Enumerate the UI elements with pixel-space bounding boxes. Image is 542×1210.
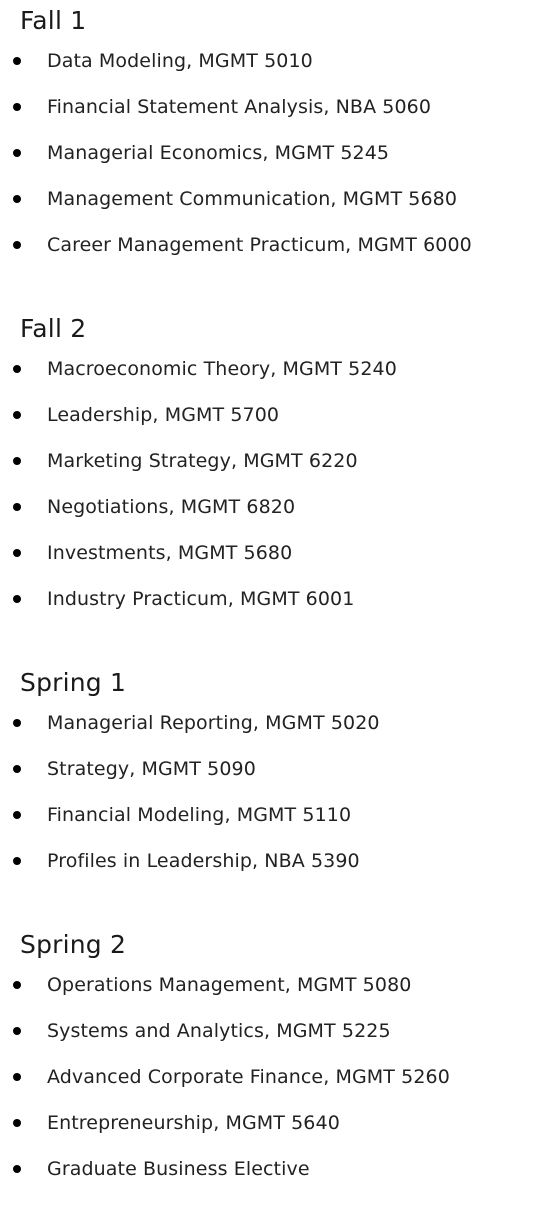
bullet-icon xyxy=(13,549,21,557)
course-label: Leadership, MGMT 5700 xyxy=(47,404,280,426)
course-list xyxy=(0,46,542,276)
course-item xyxy=(0,230,542,276)
course-item xyxy=(0,708,542,754)
semester-heading: Fall 1 xyxy=(20,6,87,35)
course-item xyxy=(0,1154,542,1200)
course-list xyxy=(0,708,542,892)
course-item xyxy=(0,92,542,138)
bullet-icon xyxy=(13,1073,21,1081)
bullet-icon xyxy=(13,811,21,819)
semester-heading: Spring 2 xyxy=(20,930,127,959)
course-item xyxy=(0,354,542,400)
bullet-icon xyxy=(13,57,21,65)
bullet-icon xyxy=(13,241,21,249)
course-item xyxy=(0,1108,542,1154)
course-label: Macroeconomic Theory, MGMT 5240 xyxy=(47,358,397,380)
course-label: Managerial Reporting, MGMT 5020 xyxy=(47,712,380,734)
course-label: Marketing Strategy, MGMT 6220 xyxy=(47,450,358,472)
bullet-icon xyxy=(13,103,21,111)
bullet-icon xyxy=(13,457,21,465)
course-label: Negotiations, MGMT 6820 xyxy=(47,496,296,518)
course-label: Systems and Analytics, MGMT 5225 xyxy=(47,1020,391,1042)
course-label: Graduate Business Elective xyxy=(47,1158,310,1180)
bullet-icon xyxy=(13,411,21,419)
course-label: Operations Management, MGMT 5080 xyxy=(47,974,412,996)
course-list xyxy=(0,970,542,1200)
course-label: Management Communication, MGMT 5680 xyxy=(47,188,458,210)
course-item xyxy=(0,538,542,584)
course-item xyxy=(0,584,542,630)
course-label: Financial Statement Analysis, NBA 5060 xyxy=(47,96,432,118)
course-label: Financial Modeling, MGMT 5110 xyxy=(47,804,352,826)
course-label: Data Modeling, MGMT 5010 xyxy=(47,50,313,72)
course-label: Entrepreneurship, MGMT 5640 xyxy=(47,1112,340,1134)
bullet-icon xyxy=(13,503,21,511)
course-item xyxy=(0,492,542,538)
semester-heading: Spring 1 xyxy=(20,668,127,697)
bullet-icon xyxy=(13,365,21,373)
course-label: Advanced Corporate Finance, MGMT 5260 xyxy=(47,1066,450,1088)
bullet-icon xyxy=(13,1027,21,1035)
bullet-icon xyxy=(13,595,21,603)
bullet-icon xyxy=(13,149,21,157)
course-label: Career Management Practicum, MGMT 6000 xyxy=(47,234,472,256)
course-item xyxy=(0,754,542,800)
course-label: Profiles in Leadership, NBA 5390 xyxy=(47,850,360,872)
course-item xyxy=(0,184,542,230)
semester-heading: Fall 2 xyxy=(20,314,87,343)
bullet-icon xyxy=(13,981,21,989)
course-list xyxy=(0,354,542,630)
course-item xyxy=(0,138,542,184)
course-label: Strategy, MGMT 5090 xyxy=(47,758,256,780)
course-label: Industry Practicum, MGMT 6001 xyxy=(47,588,355,610)
bullet-icon xyxy=(13,719,21,727)
bullet-icon xyxy=(13,1119,21,1127)
course-label: Managerial Economics, MGMT 5245 xyxy=(47,142,390,164)
bullet-icon xyxy=(13,1165,21,1173)
bullet-icon xyxy=(13,195,21,203)
course-item xyxy=(0,1016,542,1062)
course-item xyxy=(0,970,542,1016)
bullet-icon xyxy=(13,765,21,773)
course-item xyxy=(0,46,542,92)
course-item xyxy=(0,800,542,846)
bullet-icon xyxy=(13,857,21,865)
course-item xyxy=(0,846,542,892)
course-item xyxy=(0,400,542,446)
course-label: Investments, MGMT 5680 xyxy=(47,542,293,564)
course-item xyxy=(0,1062,542,1108)
course-item xyxy=(0,446,542,492)
